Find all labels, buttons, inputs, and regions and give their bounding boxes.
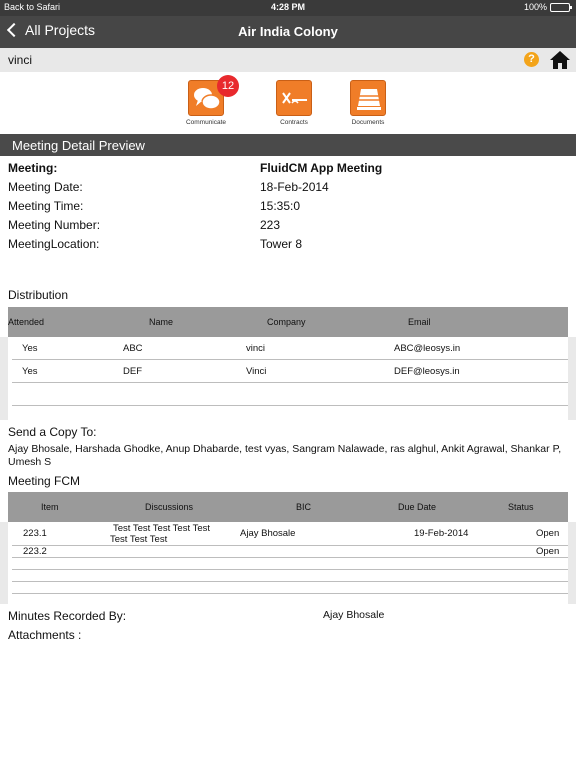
name-cell: ABC [123, 343, 143, 354]
meeting-date-value: 18-Feb-2014 [260, 180, 329, 194]
table-row[interactable] [12, 360, 568, 383]
discussion-cell: Test Test Test Test Test [113, 523, 210, 534]
company-name: vinci [8, 53, 33, 67]
column-header: Item [41, 502, 59, 512]
status-cell: Open [536, 528, 560, 539]
back-button-label: All Projects [25, 22, 96, 38]
battery-icon [550, 3, 570, 12]
bic-cell: Ajay Bhosale [240, 528, 296, 539]
table-row[interactable] [12, 522, 568, 546]
column-header: Status [508, 502, 534, 512]
email-cell: ABC@leosys.in [394, 343, 461, 354]
scroll-strip [568, 337, 576, 420]
table-row[interactable] [12, 337, 568, 360]
contracts-button[interactable] [264, 80, 324, 126]
email-cell: DEF@leosys.in [394, 366, 460, 377]
documents-button[interactable] [338, 80, 398, 126]
battery-percent: 100% [523, 2, 547, 12]
meeting-time-value: 15:35:0 [260, 199, 301, 213]
documents-icon [350, 80, 386, 116]
table-row [12, 558, 568, 570]
item-cell: 223.2 [23, 546, 47, 557]
back-to-safari-link[interactable]: Back to Safari [4, 2, 61, 12]
discussion-cell: Test Test Test [110, 534, 168, 545]
copy-to-names: Ajay Bhosale, Harshada Ghodke, Anup Dhabarde, test vyas, Sangram Nalawade, ras alghul, Ankit Agrawal, Shankar P, Umesh S [8, 443, 562, 468]
meeting-location-label: MeetingLocation: [8, 237, 100, 251]
notification-badge: 12 [217, 75, 239, 97]
scroll-strip [568, 522, 576, 604]
chat-bubbles-icon [188, 80, 235, 116]
attended-cell: Yes [22, 343, 38, 354]
copy-to-label: Send a Copy To: [8, 425, 97, 439]
company-cell: Vinci [246, 366, 267, 377]
communicate-button[interactable] [176, 80, 236, 126]
column-header: Discussions [145, 502, 194, 512]
column-header: Due Date [398, 502, 437, 512]
scroll-strip [0, 522, 8, 604]
attachments-label: Attachments : [8, 628, 82, 642]
item-cell: 223.1 [23, 528, 47, 539]
due-date-cell: 19-Feb-2014 [414, 528, 469, 539]
back-button[interactable] [6, 22, 95, 38]
column-header: Company [267, 317, 306, 327]
battery-status [524, 2, 570, 12]
communicate-label: Communicate [185, 119, 227, 126]
help-icon[interactable]: ? [524, 52, 539, 67]
table-row[interactable] [12, 546, 568, 558]
meeting-number-label: Meeting Number: [8, 218, 101, 232]
table-row [12, 570, 568, 582]
column-header: BIC [296, 502, 312, 512]
minutes-label: Minutes Recorded By: [8, 609, 127, 623]
page-title: Air India Colony [238, 24, 338, 39]
distribution-title: Distribution [8, 288, 69, 302]
table-row [12, 582, 568, 594]
column-header: Name [149, 317, 174, 327]
minutes-value: Ajay Bhosale [323, 609, 385, 621]
status-bar [0, 0, 576, 16]
attended-cell: Yes [22, 366, 38, 377]
documents-label: Documents [351, 119, 385, 126]
home-icon[interactable] [549, 50, 571, 70]
column-header: Email [408, 317, 431, 327]
status-cell: Open [536, 546, 560, 557]
meeting-location-value: Tower 8 [260, 237, 303, 251]
meeting-number-value: 223 [260, 218, 281, 232]
meeting-label: Meeting: [8, 161, 58, 175]
scroll-strip [0, 337, 8, 420]
name-cell: DEF [123, 366, 142, 377]
meeting-time-label: Meeting Time: [8, 199, 84, 213]
contract-icon [276, 80, 312, 116]
meeting-date-label: Meeting Date: [8, 180, 83, 194]
meeting-value: FluidCM App Meeting [260, 161, 383, 175]
distribution-header [8, 307, 568, 337]
fcm-title: Meeting FCM [8, 474, 81, 488]
status-time: 4:28 PM [270, 2, 305, 12]
company-bar [0, 48, 576, 72]
contracts-label: Contracts [280, 119, 308, 126]
fcm-header [8, 492, 568, 522]
section-header: Meeting Detail Preview [0, 134, 576, 156]
module-toolbar [0, 72, 576, 134]
chevron-left-icon [7, 23, 21, 37]
table-row [12, 383, 568, 406]
navigation-bar [0, 16, 576, 48]
company-cell: vinci [246, 343, 266, 354]
column-header: Attended [8, 317, 45, 327]
